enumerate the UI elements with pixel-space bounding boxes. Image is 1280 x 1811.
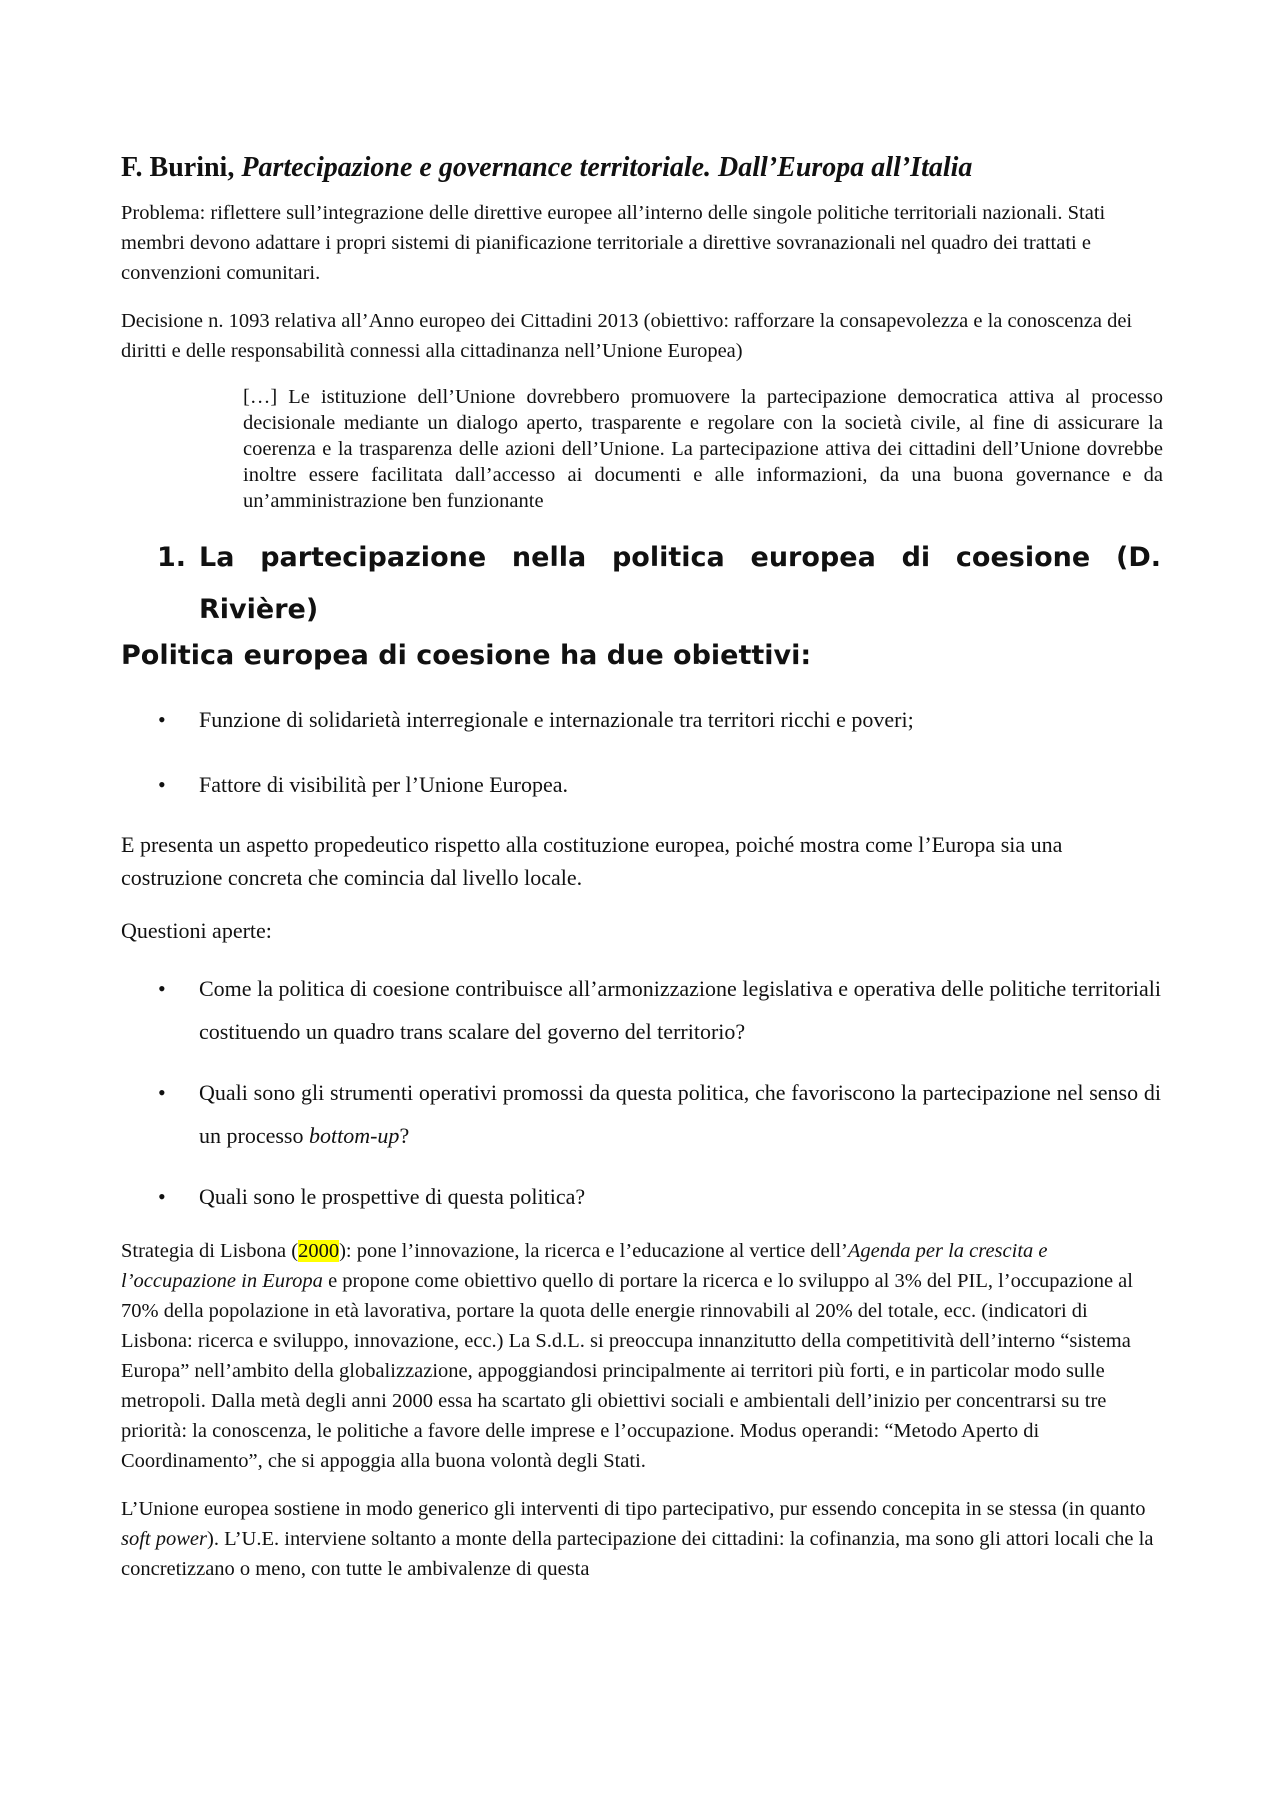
lisbon-text-c: e propone come obiettivo quello di portare la ricerca e lo sviluppo al 3% del PIL, l’occupazione al 70% della popolazione in età lavorativa, portare la quota delle energie rinnovabili al 20% del totale, ecc. (indicatori di Lisbona: ricerca e sviluppo, innovazione, ecc.) La S.d.L. si preoccupa innanzitutto della competitività dell’interno “sistema Europa” nell’ambito della globalizzazione, appoggiandosi principalmente ai territori più forti, e in particolar modo sulle metropoli. Dalla metà degli anni 2000 essa ha scartato gli obiettivi sociali e ambientali dell’inizio per concentrarsi su tre priorità: la conoscenza, le politiche a favore delle imprese e l’occupazione. Modus operandi: “Metodo Aperto di Coordinamento”, che si appoggia alla buona volontà degli Stati.	[121, 1270, 1133, 1472]
bullet-icon: •	[158, 1080, 166, 1105]
list-item-text: Fattore di visibilità per l’Unione Europea.	[199, 772, 569, 797]
list-item-text: Funzione di solidarietà interregionale e internazionale tra territori ricchi e poveri;	[199, 707, 914, 732]
list-item	[121, 967, 1161, 1053]
open-questions-label: Questioni aperte:	[121, 918, 272, 943]
question-bottom-up: bottom-up	[308, 1123, 400, 1148]
union-text-a: L’Unione europea sostiene in modo generico gli interventi di tipo partecipativo, pur essendo concepita in se stessa (in quanto	[121, 1498, 1146, 1520]
subheading-objectives: Politica europea di coesione ha due obiettivi:	[121, 640, 812, 671]
list-item-text: Come la politica di coesione contribuisce all’armonizzazione legislativa e operativa delle politiche territoriali costituendo un quadro trans scalare del governo del territorio?	[199, 976, 1161, 1044]
paragraph-problem: Problema: riflettere sull’integrazione delle direttive europee all’interno delle singole politiche territoriali nazionali. Stati membri devono adattare i propri sistemi di pianificazione territoriale a direttive sovranazionali nel quadro dei trattati e convenzioni comunitari.	[121, 202, 1106, 284]
paragraph-union	[121, 1494, 1161, 1584]
list-item-text: Quali sono le prospettive di questa politica?	[199, 1184, 586, 1209]
paragraph-propedeutic: E presenta un aspetto propedeutico rispetto alla costituzione europea, poiché mostra come l’Europa sia una costruzione concreta che comincia dal livello locale.	[121, 832, 1063, 890]
bullet-icon: •	[158, 707, 166, 732]
highlighted-year: 2000	[298, 1240, 340, 1262]
paragraph-lisbon	[121, 1236, 1161, 1476]
lisbon-agenda: Agenda per la crescita e l’occupazione in Europa	[121, 1240, 1048, 1292]
document-body	[121, 150, 1161, 1602]
list-item	[121, 698, 1161, 741]
paragraph-decision: Decisione n. 1093 relativa all’Anno europeo dei Cittadini 2013 (obiettivo: rafforzare la consapevolezza e la conoscenza dei diritti e delle responsabilità connessi alla cittadinanza nell’Unione Europea)	[121, 310, 1133, 362]
title-work: Partecipazione e governance territoriale. Dall’Europa all’Italia	[241, 152, 973, 183]
questions-list	[121, 967, 1161, 1218]
section-number: 1.	[157, 542, 187, 573]
block-quote: […] Le istituzione dell’Unione dovrebbero promuovere la partecipazione democratica attiva al processo decisionale mediante un dialogo aperto, trasparente e regolare con la società civile, al fine di assicurare la coerenza e la trasparenza delle azioni dell’Unione. La partecipazione attiva dei cittadini dell’Unione dovrebbe inoltre essere facilitata dall’accesso ai documenti e alle informazioni, da una buona governance e da un’amministrazione ben funzionante	[243, 386, 1163, 512]
section-heading-1	[121, 532, 1161, 636]
list-item	[121, 1175, 1161, 1218]
title-author: F. Burini,	[121, 152, 242, 183]
union-soft-power: soft power	[121, 1528, 207, 1550]
lisbon-text-a: Strategia di Lisbona (	[121, 1240, 299, 1262]
question-text: Quali sono gli strumenti operativi promossi da questa politica, che favoriscono la partecipazione nel senso di un processo	[199, 1080, 1161, 1148]
union-text-b: ). L’U.E. interviene soltanto a monte della partecipazione dei cittadini: la cofinanzia, ma sono gli attori locali che la concretizzano o meno, con tutte le ambivalenze di questa	[121, 1528, 1154, 1580]
document-title	[121, 150, 1161, 186]
objectives-list	[121, 698, 1161, 806]
list-item	[121, 1071, 1161, 1157]
section-title: La partecipazione nella politica europea di coesione (D. Rivière)	[199, 542, 1161, 625]
bullet-icon: •	[158, 1184, 166, 1209]
lisbon-text-b: ): pone l’innovazione, la ricerca e l’educazione al vertice dell’	[339, 1240, 848, 1262]
list-item	[121, 763, 1161, 806]
list-item-text	[199, 1071, 1161, 1157]
bullet-icon: •	[158, 976, 166, 1001]
question-end: ?	[399, 1123, 410, 1148]
bullet-icon: •	[158, 772, 166, 797]
